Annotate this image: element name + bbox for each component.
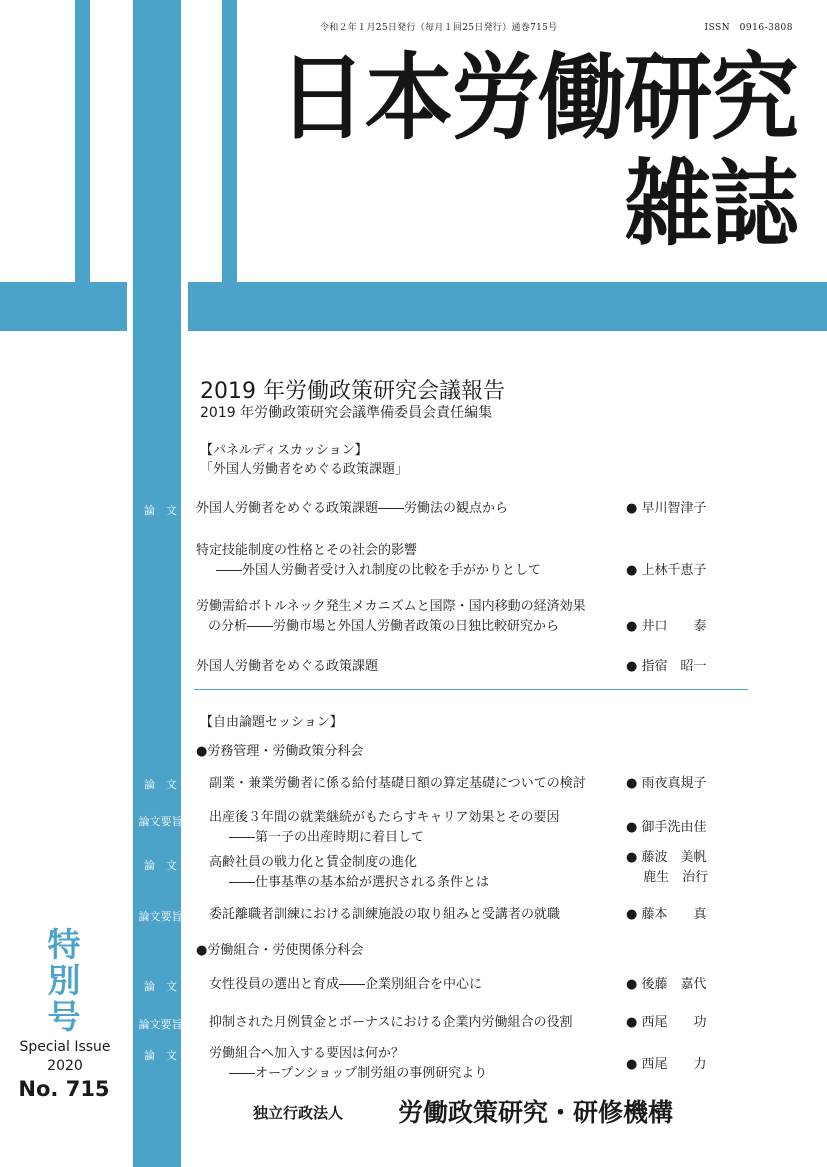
article-title xyxy=(209,853,489,893)
feature-subtitle: 2019 年労働政策研究会議準備委員会責任編集 xyxy=(200,405,493,421)
session-group-name: ●労働組合・労使関係分科会 xyxy=(196,943,364,958)
article-title xyxy=(196,541,541,581)
special-issue-english: Special Issue xyxy=(19,1039,111,1055)
special-issue-label xyxy=(16,1038,114,1076)
article-type-label: 論 文 xyxy=(144,859,177,872)
article-type-label: 論 文 xyxy=(144,1049,177,1062)
panel-heading: 【パネルディスカッション】 xyxy=(200,443,368,458)
article-author: ● 指宿 昭一 xyxy=(626,659,707,674)
article-title-main: 外国人労働者をめぐる政策課題 xyxy=(196,659,379,674)
article-author: ● 御手洗由佳 xyxy=(626,820,707,835)
publisher-prefix: 独立行政法人 xyxy=(253,1104,344,1122)
special-issue-kanji: 号 xyxy=(47,997,81,1036)
special-issue-kanji: 別 xyxy=(47,961,81,1000)
article-title-main: 特定技能制度の性格とその社会的影響 xyxy=(196,543,418,558)
article-author: ● 井口 泰 xyxy=(626,619,707,634)
article-title-main: 委託離職者訓練における訓練施設の取り組みと受講者の就職 xyxy=(209,907,561,922)
article-author: ● 西尾 功 xyxy=(626,1015,707,1030)
article-title-main: 労働需給ボトルネック発生メカニズムと国際・国内移動の経済効果 xyxy=(196,599,586,614)
article-subtitle: ――外国人労働者受け入れ制度の比較を手がかりとして xyxy=(216,563,542,579)
issue-number: No. 715 xyxy=(18,1077,110,1101)
journal-title-line2: 雑誌 xyxy=(624,150,797,259)
article-subtitle: の分析――労働市場と外国人労働者政策の日独比較研究から xyxy=(208,619,560,635)
section-divider xyxy=(194,689,748,690)
article-title-main: 出産後３年間の就業継続がもたらすキャリア効果とその要因 xyxy=(209,810,560,825)
article-type-label: 論文要旨 xyxy=(138,1018,183,1031)
article-subtitle: ――オープンショップ制労組の事例研究より xyxy=(229,1066,488,1082)
article-title xyxy=(196,499,508,519)
article-title-main: 抑制された月例賃金とボーナスにおける企業内労働組合の役割 xyxy=(209,1015,573,1030)
article-title-main: 女性役員の選出と育成――企業別組合を中心に xyxy=(209,977,483,992)
article-title xyxy=(209,1044,487,1084)
article-type-label: 論 文 xyxy=(144,504,177,517)
article-title-main: 労働組合へ加入する要因は何か？ xyxy=(209,1046,405,1061)
article-title xyxy=(209,905,560,925)
free-session-heading: 【自由論題セッション】 xyxy=(200,715,343,730)
article-author: ● 藤波 美帆 xyxy=(626,850,707,865)
article-title xyxy=(196,657,378,677)
right-horizontal-band xyxy=(188,282,827,331)
article-subtitle: ――第一子の出産時期に着目して xyxy=(229,830,425,846)
article-author: ● 藤本 真 xyxy=(626,907,707,922)
session-group-name: ●労務管理・労働政策分科会 xyxy=(196,744,364,759)
article-author: ● 西尾 力 xyxy=(626,1057,707,1072)
publication-info: 令和２年１月25日発行（毎月１回25日発行）通巻715号 xyxy=(320,23,558,33)
article-title-main: 外国人労働者をめぐる政策課題――労働法の観点から xyxy=(196,501,509,516)
right-vertical-band xyxy=(222,0,237,282)
article-author: ● 雨夜真規子 xyxy=(626,776,707,791)
article-title xyxy=(209,1013,572,1033)
left-vertical-band xyxy=(75,0,90,282)
article-type-label: 論 文 xyxy=(144,980,177,993)
special-issue-kanji: 特 xyxy=(47,925,81,964)
article-authors xyxy=(626,848,708,888)
article-author: 鹿生 治行 xyxy=(626,870,709,886)
article-author: ● 後藤 嘉代 xyxy=(626,977,707,992)
left-horizontal-band xyxy=(0,282,127,331)
article-title xyxy=(209,774,586,794)
article-author: ● 早川智津子 xyxy=(626,501,707,516)
article-title-main: 副業・兼業労働者に係る給付基礎日額の算定基礎についての検討 xyxy=(209,776,586,791)
issn-number: ISSN 0916-3808 xyxy=(704,23,793,33)
special-issue-year: 2020 xyxy=(47,1057,83,1074)
publisher-name: 労働政策研究・研修機構 xyxy=(398,1098,674,1127)
article-title xyxy=(209,975,482,995)
article-type-label: 論文要旨 xyxy=(138,815,183,828)
article-type-label: 論文要旨 xyxy=(138,910,183,923)
feature-title: 2019 年労働政策研究会議報告 xyxy=(200,379,505,404)
panel-theme: 「外国人労働者をめぐる政策課題」 xyxy=(200,462,409,477)
journal-title-line1: 日本労働研究 xyxy=(278,44,797,153)
article-type-label: 論 文 xyxy=(144,778,177,791)
article-title xyxy=(209,808,559,848)
article-title xyxy=(196,597,586,637)
article-title-main: 高齢社員の戦力化と賃金制度の進化 xyxy=(209,855,418,870)
article-subtitle: ――仕事基準の基本給が選択される条件とは xyxy=(229,875,490,891)
article-author: ● 上林千恵子 xyxy=(626,563,707,578)
